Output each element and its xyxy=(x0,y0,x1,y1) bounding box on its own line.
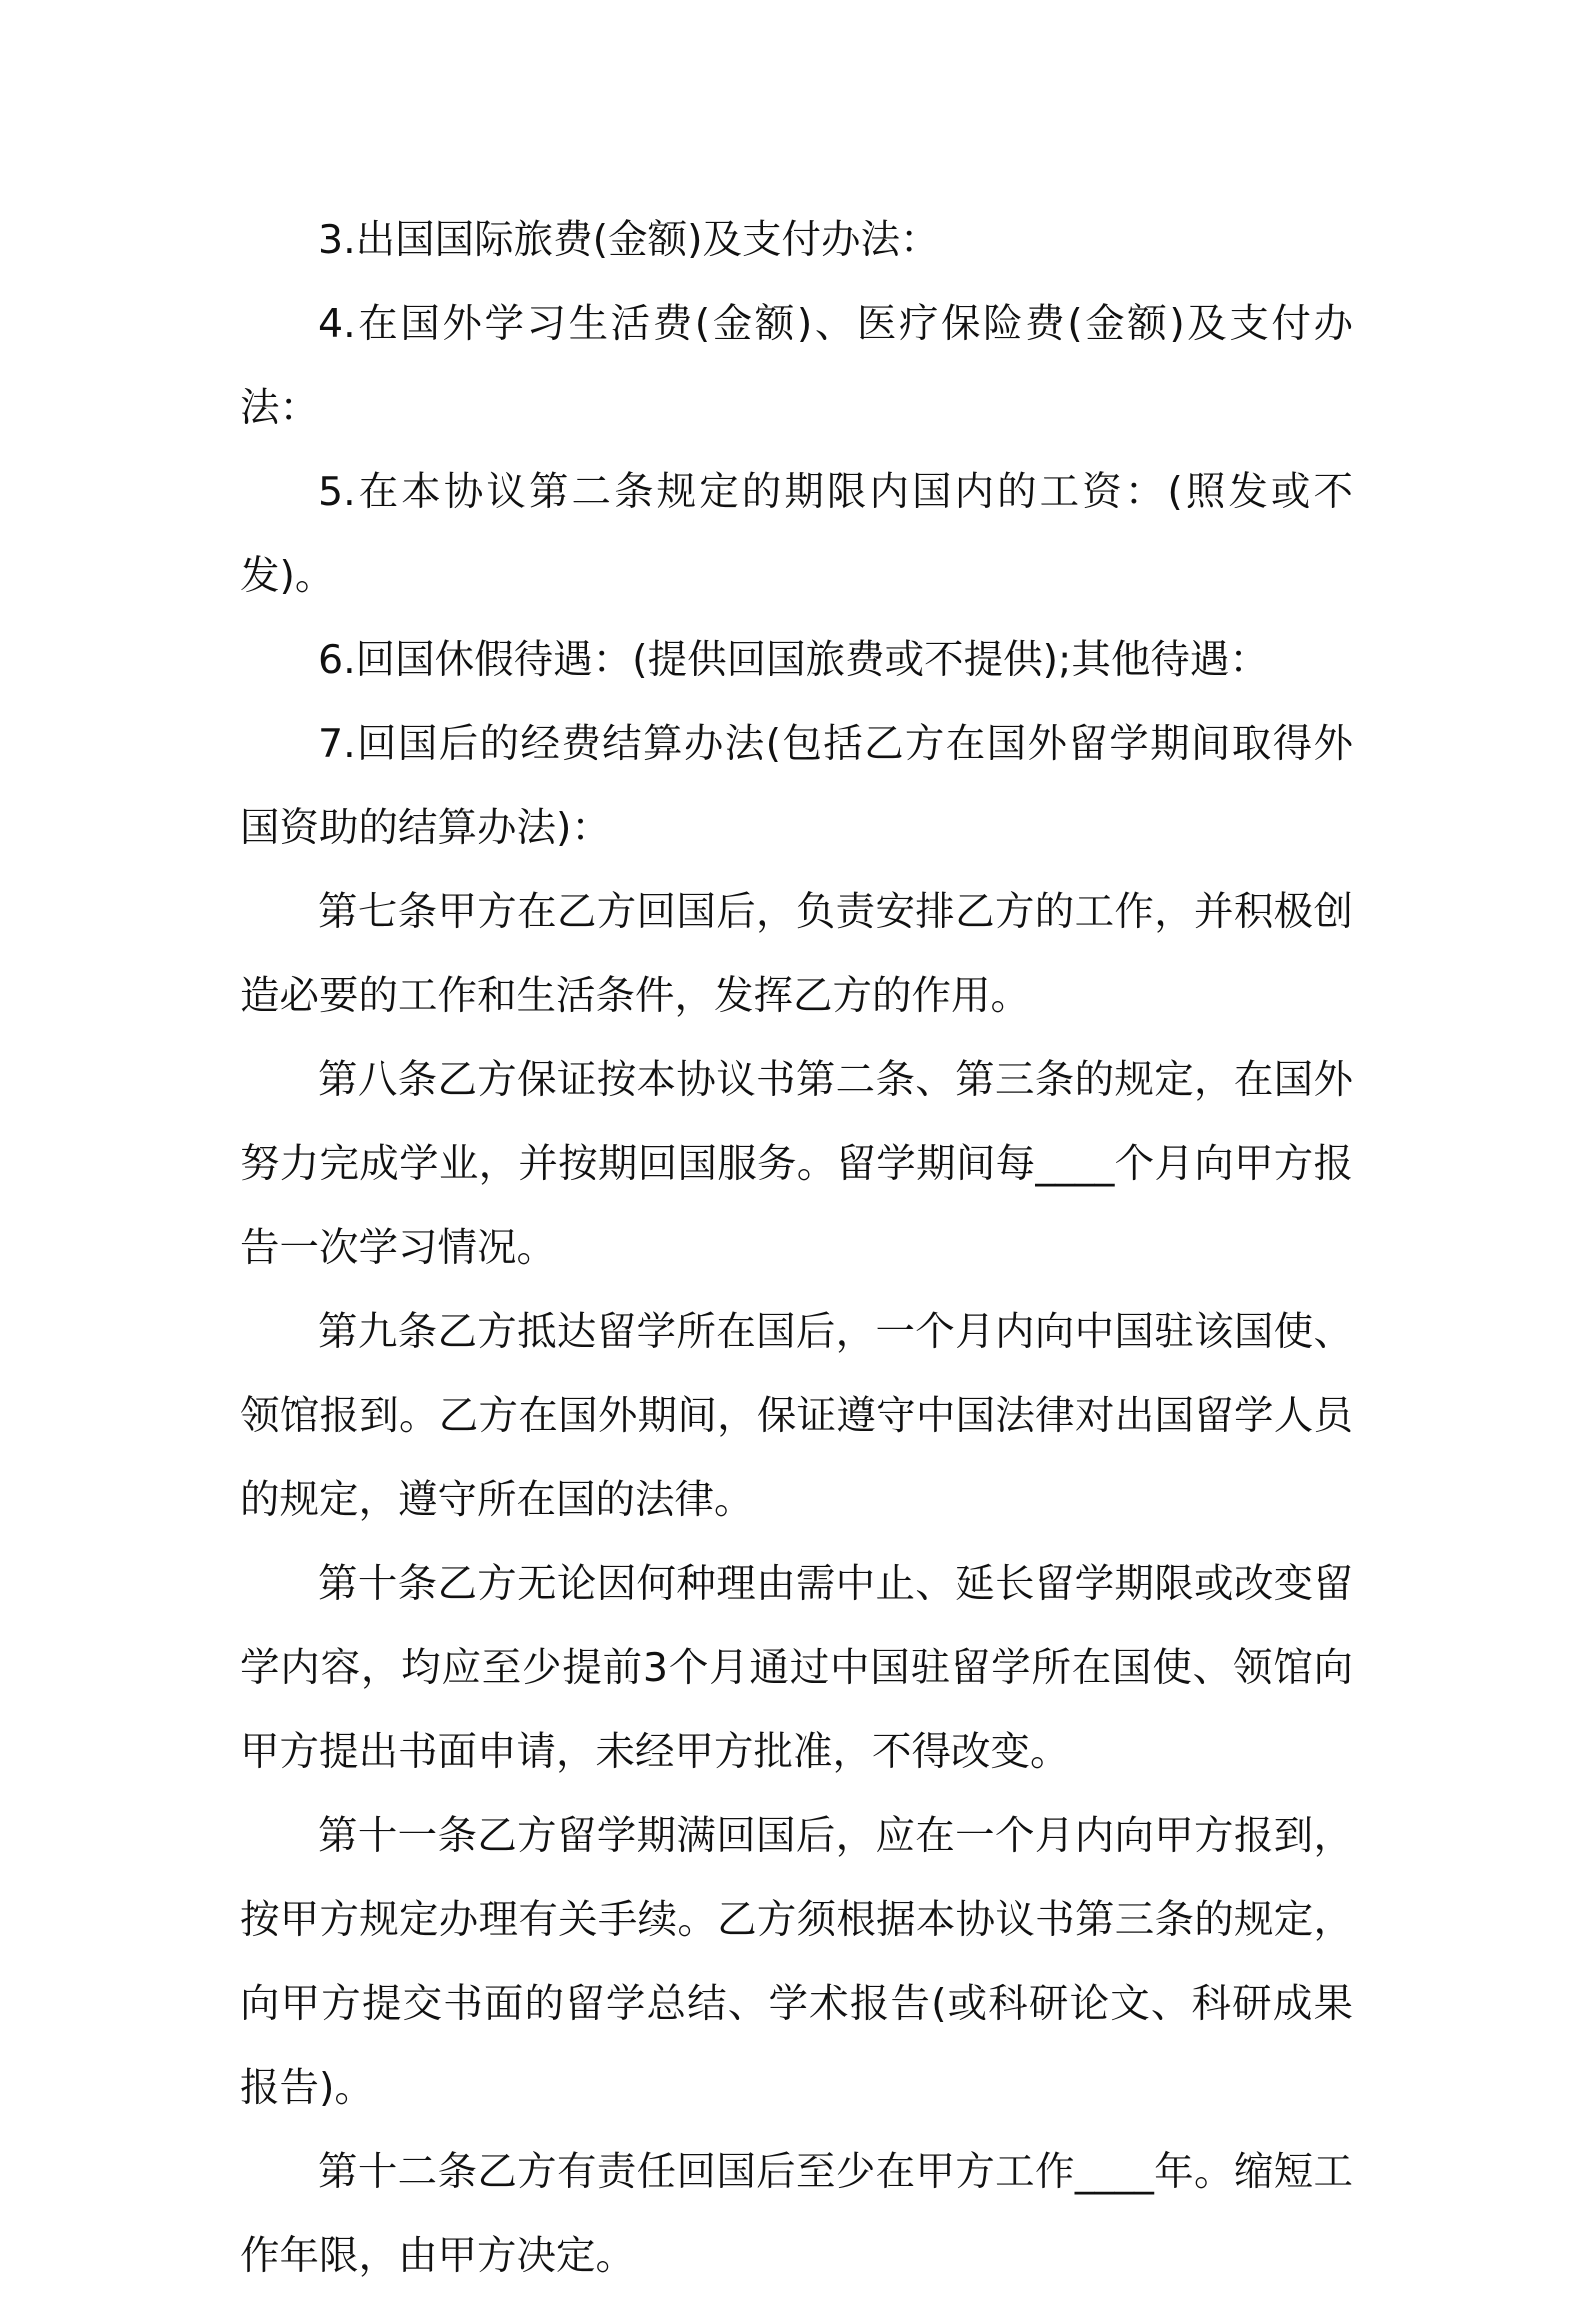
clause-7-settlement: 7.回国后的经费结算办法(包括乙方在国外留学期间取得外国资助的结算办法)： xyxy=(240,721,1353,851)
clause-4-living-fee: 4.在国外学习生活费(金额)、医疗保险费(金额)及支付办法： xyxy=(240,301,1353,431)
article-11: 第十一条乙方留学期满回国后，应在一个月内向甲方报到，按甲方规定办理有关手续。乙方须根据本协议书第三条的规定，向甲方提交书面的留学总结、学术报告(或科研论文、科研成果报告)。 xyxy=(240,1813,1353,2111)
article-12: 第十二条乙方有责任回国后至少在甲方工作____年。缩短工作年限，由甲方决定。 xyxy=(240,2149,1353,2279)
clause-3-travel-fee: 3.出国国际旅费(金额)及支付办法： xyxy=(318,217,940,263)
clause-5-domestic-salary: 5.在本协议第二条规定的期限内国内的工资：(照发或不发)。 xyxy=(240,469,1353,599)
article-7: 第七条甲方在乙方回国后，负责安排乙方的工作，并积极创造必要的工作和生活条件，发挥乙方的作用。 xyxy=(240,889,1353,1019)
article-9: 第九条乙方抵达留学所在国后，一个月内向中国驻该国使、领馆报到。乙方在国外期间，保证遵守中国法律对出国留学人员的规定，遵守所在国的法律。 xyxy=(240,1309,1353,1523)
document-body xyxy=(240,198,1353,2298)
article-10: 第十条乙方无论因何种理由需中止、延长留学期限或改变留学内容，均应至少提前3个月通过中国驻留学所在国使、领馆向甲方提出书面申请，未经甲方批准，不得改变。 xyxy=(240,1561,1353,1775)
article-8: 第八条乙方保证按本协议书第二条、第三条的规定，在国外努力完成学业，并按期回国服务。留学期间每____个月向甲方报告一次学习情况。 xyxy=(240,1057,1353,1271)
clause-6-home-leave: 6.回国休假待遇：(提供回国旅费或不提供);其他待遇： xyxy=(318,637,1269,683)
